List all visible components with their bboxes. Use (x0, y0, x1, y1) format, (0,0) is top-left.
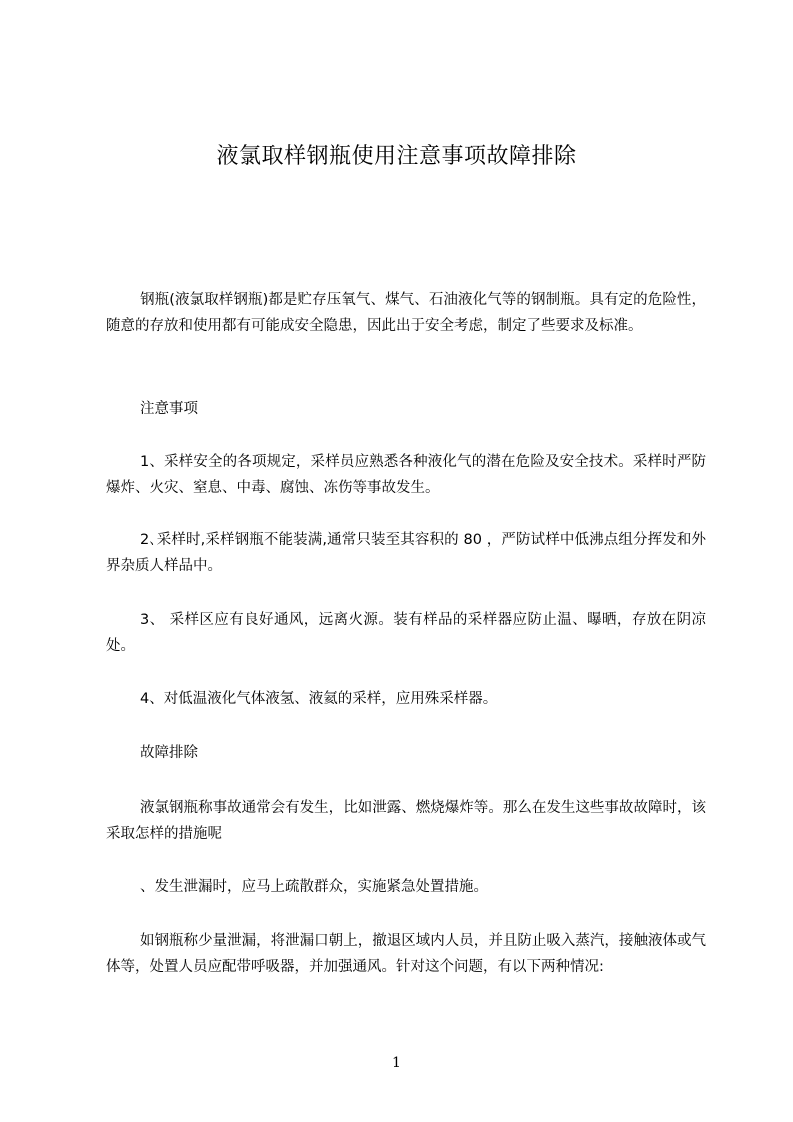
intro-paragraph (106, 287, 706, 339)
paragraph-text: 注意事项 (140, 401, 198, 417)
precaution-item-3 (106, 607, 706, 659)
precaution-item-4 (106, 686, 706, 712)
paragraph-text: 4、对低温液化气体液氢、液氦的采样，应用殊采样器。 (140, 691, 498, 707)
section-heading-precautions (106, 396, 706, 422)
paragraph-text: 如钢瓶称少量泄漏，将泄漏口朝上，撤退区域内人员，并且防止吸入蒸汽，接触液体或气体等，处置人员应配带呼吸器，并加强通风。针对这个问题，有以下两种情况: (106, 933, 706, 975)
paragraph-text: 钢瓶(液氯取样钢瓶)都是贮存压氧气、煤气、石油液化气等的钢制瓶。具有定的危险性，随意的存放和使用都有可能成安全隐患，因此出于安全考虑，制定了些要求及标准。 (106, 292, 706, 334)
paragraph-text: 故障排除 (140, 745, 198, 761)
paragraph-text: 2､采样时,采样钢瓶不能装满,通常只装至其容积的 80 ，严防试样中低沸点组分挥发和外界杂质人样品中。 (106, 532, 706, 574)
paragraph-text: 液氯钢瓶称事故通常会有发生，比如泄露、燃烧爆炸等。那么在发生这些事故故障时，该采取怎样的措施呢 (106, 800, 706, 842)
paragraph-text: 1、采样安全的各项规定，采样员应熟悉各种液化气的潜在危险及安全技术。采样时严防爆炸、火灾、窒息、中毒、腐蚀、冻伤等事故发生。 (106, 454, 706, 496)
precaution-item-1 (106, 449, 706, 501)
paragraph-text: 3、 采样区应有良好通风，远离火源。装有样品的采样器应防止温、曝晒，存放在阴凉处。 (106, 612, 706, 654)
page-number: 1 (392, 1055, 401, 1071)
leak-handling-paragraph (106, 928, 706, 980)
document-title: 液氯取样钢瓶使用注意事项故障排除 (216, 144, 577, 169)
precaution-item-2 (106, 527, 706, 579)
section-heading-troubleshooting (106, 740, 706, 766)
paragraph-text: 、发生泄漏时，应马上疏散群众，实施紧急处置措施。 (140, 879, 488, 895)
troubleshooting-intro (106, 795, 706, 847)
troubleshooting-step (106, 874, 706, 900)
